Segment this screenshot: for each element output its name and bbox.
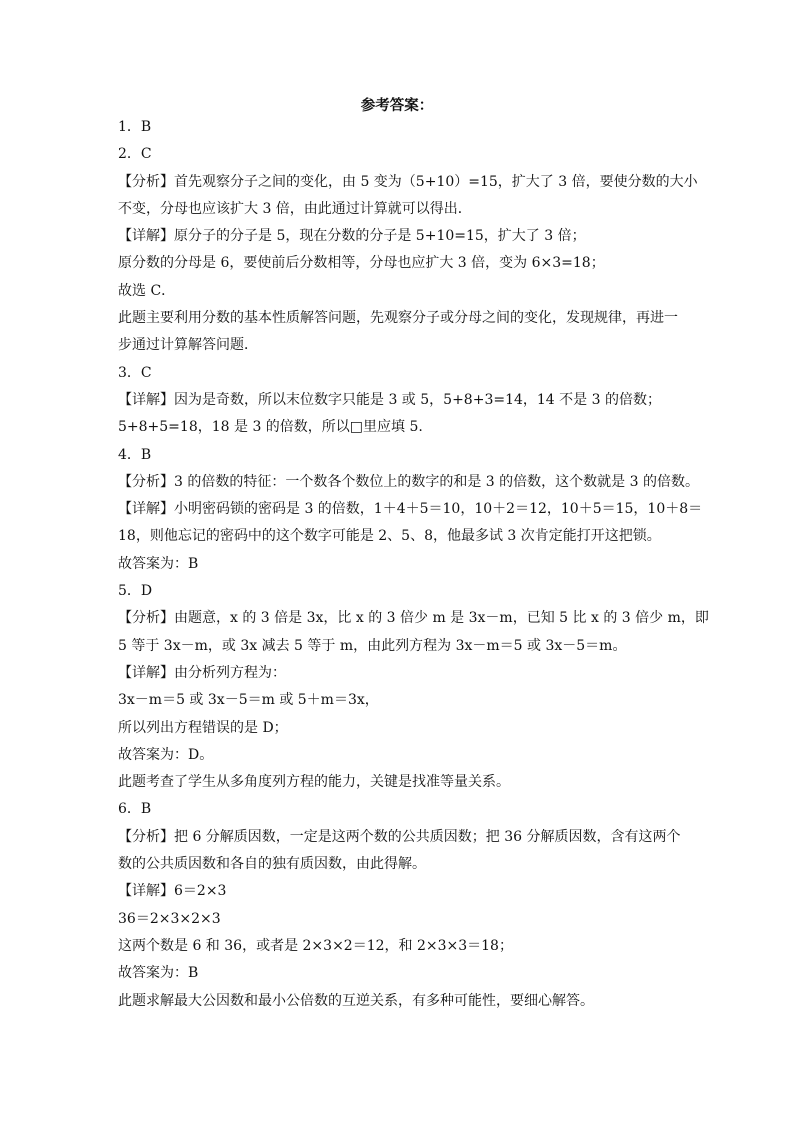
detail-line: 原分数的分母是 6，要使前后分数相等，分母也应扩大 3 倍，变为 6×3=18； [118, 255, 605, 272]
answer-line: 5．D [118, 583, 153, 600]
detail-line: 【详解】因为是奇数，所以末位数字只能是 3 或 5，5+8+3=14，14 不是 3 的倍数； [118, 391, 661, 408]
conclusion-line: 故答案为：B [118, 965, 199, 982]
analysis-line: 【分析】3 的倍数的特征：一个数各个数位上的数字的和是 3 的倍数，这个数就是 3 的倍数。 [118, 473, 699, 490]
detail-line: 18，则他忘记的密码中的这个数字可能是 2、5、8，他最多试 3 次肯定能打开这把锁。 [118, 528, 661, 545]
answer-line: 3．C [118, 364, 152, 381]
answer-content [118, 114, 709, 1015]
answer-line: 2．C [118, 146, 152, 163]
detail-line: 【详解】原分子的分子是 5，现在分数的分子是 5+10=15，扩大了 3 倍； [118, 228, 586, 245]
comment-line: 步通过计算解答问题． [118, 337, 258, 354]
analysis-line: 不变，分母也应该扩大 3 倍，由此通过计算就可以得出． [118, 200, 472, 217]
comment-line: 此题主要利用分数的基本性质解答问题，先观察分子或分母之间的变化，发现规律，再进一 [118, 310, 678, 327]
answer-line: 6．B [118, 801, 152, 818]
detail-line: 这两个数是 6 和 36，或者是 2×3×2＝12，和 2×3×3＝18； [118, 937, 513, 954]
analysis-line: 【分析】首先观察分子之间的变化，由 5 变为（5+10）=15，扩大了 3 倍，要使分数的大小 [118, 173, 698, 190]
detail-line: 【详解】6＝2×3 [118, 883, 227, 900]
page-title: 参考答案： [360, 97, 434, 114]
detail-line: 所以列出方程错误的是 D； [118, 719, 288, 736]
answer-line: 4．B [118, 446, 152, 463]
conclusion-line: 故答案为：B [118, 555, 199, 572]
detail-line: 3x－m＝5 或 3x－5＝m 或 5＋m＝3x， [118, 692, 379, 709]
detail-line: 故选 C． [118, 282, 176, 299]
analysis-line: 5 等于 3x－m，或 3x 减去 5 等于 m，由此列方程为 3x－m＝5 或 3x－5＝m。 [118, 637, 627, 654]
detail-line: 【详解】由分析列方程为： [118, 664, 286, 681]
detail-line: 【详解】小明密码锁的密码是 3 的倍数，1＋4＋5＝10，10＋2＝12，10＋5＝15，10＋8＝ [118, 501, 703, 518]
detail-line: 36＝2×3×2×3 [118, 910, 221, 927]
analysis-line: 数的公共质因数和各自的独有质因数，由此得解。 [118, 856, 426, 873]
comment-line: 此题考查了学生从多角度列方程的能力，关键是找准等量关系。 [118, 774, 510, 791]
analysis-line: 【分析】把 6 分解质因数，一定是这两个数的公共质因数；把 36 分解质因数，含有这两个 [118, 828, 681, 845]
conclusion-line: 故答案为：D。 [118, 746, 214, 763]
comment-line: 此题求解最大公因数和最小公倍数的互逆关系，有多种可能性，要细心解答。 [118, 992, 594, 1009]
answer-line: 1．B [118, 119, 152, 135]
detail-line: 5+8+5=18，18 是 3 的倍数，所以□里应填 5. [118, 419, 423, 436]
analysis-line: 【分析】由题意，x 的 3 倍是 3x，比 x 的 3 倍少 m 是 3x－m，已知 5 比 x 的 3 倍少 m，即 [118, 610, 709, 627]
